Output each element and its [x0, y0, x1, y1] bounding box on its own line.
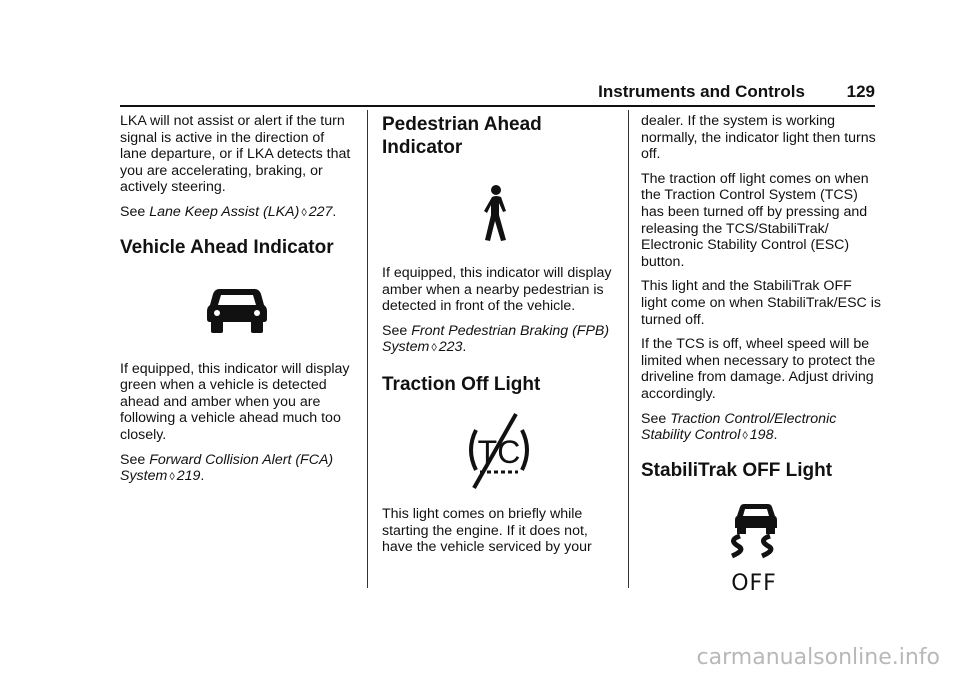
traction-off-icon — [382, 412, 616, 490]
vehicle-ahead-icon — [120, 285, 353, 335]
fpb-page[interactable]: 223 — [438, 339, 463, 356]
lka-page[interactable]: 227 — [308, 203, 333, 220]
tcs-paragraph: The traction off light comes on when the Traction Control System (TCS) has been turned off by pressing and releasing the TCS/StabiliTrak/ Electronic Stability Control (ESC) button. — [641, 170, 869, 270]
see-fpb: See Front Pedestrian Braking (FPB) System ◊ 223. — [382, 322, 610, 356]
section-title: Instruments and Controls — [598, 82, 805, 101]
column-divider-2 — [628, 110, 629, 588]
svg-text:TC: TC — [477, 433, 521, 470]
column-2 — [382, 113, 616, 564]
header-rule — [120, 105, 875, 107]
off-label: OFF — [731, 570, 777, 596]
vehicle-ahead-paragraph: If equipped, this indicator will display green when a vehicle is detected ahead and amber when you are following a vehicle ahead much too closely. — [120, 360, 350, 443]
page-ref-icon: ◊ — [301, 206, 307, 219]
stabilitrak-paragraph: This light and the StabiliTrak OFF light come on when StabiliTrak/ESC is turned off. — [641, 278, 881, 328]
stabilitrak-off-heading: StabiliTrak OFF Light — [641, 459, 833, 481]
fca-link[interactable]: Forward Collision Alert (FCA) System — [120, 451, 334, 485]
see-lka: See Lane Keep Assist (LKA) ◊ 227. — [120, 203, 337, 220]
page-ref-icon: ◊ — [431, 342, 437, 355]
see-tcs: See Traction Control/Electronic Stability Control ◊ 198. — [641, 410, 837, 444]
stabilitrak-off-icon — [641, 500, 871, 582]
tcs-link[interactable]: Traction Control/Electronic Stability Control — [641, 410, 837, 444]
traction-off-heading: Traction Off Light — [382, 373, 541, 395]
vehicle-ahead-heading: Vehicle Ahead Indicator — [120, 236, 334, 258]
traction-off-paragraph: This light comes on briefly while starting the engine. If it does not, have the vehicle serviced by your — [382, 505, 592, 556]
tcs-page[interactable]: 198 — [749, 427, 774, 444]
lka-link[interactable]: Lane Keep Assist (LKA) — [149, 203, 300, 220]
page-ref-icon: ◊ — [742, 430, 748, 443]
dealer-paragraph: dealer. If the system is working normally, the indicator light then turns off. — [641, 113, 876, 163]
column-3 — [641, 113, 881, 596]
pedestrian-icon — [382, 185, 616, 243]
watermark: carmanualsonline.info — [696, 645, 940, 670]
fpb-link[interactable]: Front Pedestrian Braking (FPB) System — [382, 322, 610, 356]
pedestrian-paragraph: If equipped, this indicator will display amber when a nearby pedestrian is detected in front of the vehicle. — [382, 265, 612, 315]
lka-paragraph: LKA will not assist or alert if the turn signal is active in the direction of lane departure, or if LKA detects that you are accelerating, braking, or actively steering. — [120, 113, 351, 196]
see-fca: See Forward Collision Alert (FCA) System ◊ 219. — [120, 451, 334, 485]
column-1 — [120, 113, 353, 494]
wheel-speed-paragraph: If the TCS is off, wheel speed will be limited when necessary to protect the driveline from damage. Adjust driving accordingly. — [641, 336, 876, 402]
page-number: 129 — [846, 82, 875, 101]
column-divider-1 — [367, 110, 368, 588]
page-header — [120, 82, 875, 106]
fca-page[interactable]: 219 — [176, 468, 201, 485]
page-ref-icon: ◊ — [169, 471, 175, 484]
pedestrian-ahead-heading: Pedestrian Ahead Indicator — [382, 114, 542, 158]
